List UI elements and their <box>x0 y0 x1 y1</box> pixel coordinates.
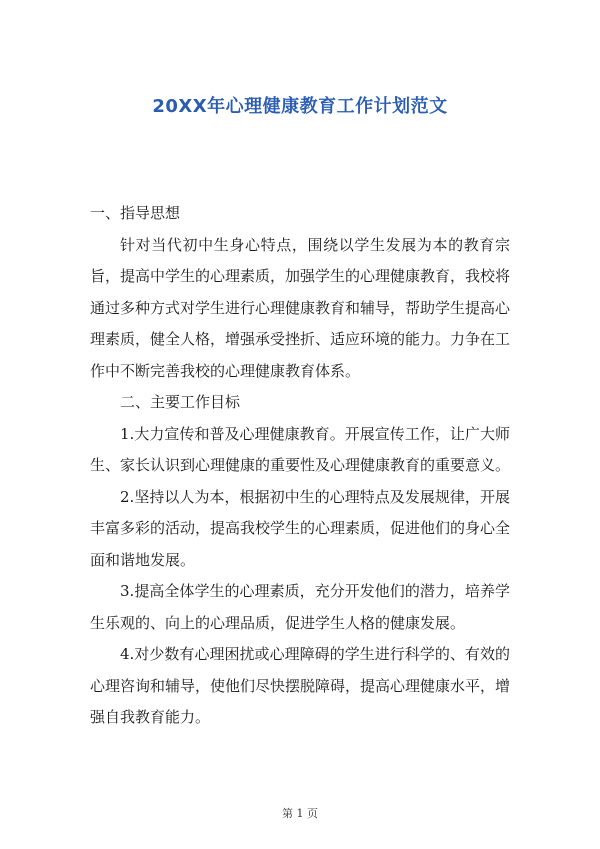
paragraph-goal-4: 4.对少数有心理困扰或心理障碍的学生进行科学的、有效的心理咨询和辅导，使他们尽快摆脱障碍，提高心理健康水平，增强自我教育能力。 <box>90 645 511 726</box>
paragraph-goal-1: 1.大力宣传和普及心理健康教育。开展宣传工作，让广大师生、家长认识到心理健康的重要性及心理健康教育的重要意义。 <box>90 424 511 474</box>
paragraph-goal-2: 2.坚持以人为本，根据初中生的心理特点及发展规律，开展丰富多彩的活动，提高我校学生的心理素质，促进他们的身心全面和谐地发展。 <box>90 487 511 569</box>
section-heading-work-goals: 二、主要工作目标 <box>120 393 241 411</box>
section-heading-guiding-thought: 一、指导思想 <box>90 204 181 222</box>
paragraph-goal-3: 3.提高全体学生的心理素质，充分开发他们的潜力，培养学生乐观的、向上的心理品质，促进学生人格的健康发展。 <box>90 582 510 632</box>
paragraph-guiding-thought: 针对当代初中生身心特点，围绕以学生发展为本的教育宗旨，提高中学生的心理素质，加强学生的心理健康教育，我校将通过多种方式对学生进行心理健康教育和辅导，帮助学生提高心理素质，健全人格，增强承受挫折、适应环境的能力。力争在工作中不断完善我校的心理健康教育体系。 <box>90 235 511 380</box>
document-title: 20XX年心理健康教育工作计划范文 <box>152 96 448 117</box>
page-number: 第 1 页 <box>282 807 318 820</box>
document-body <box>90 198 510 734</box>
